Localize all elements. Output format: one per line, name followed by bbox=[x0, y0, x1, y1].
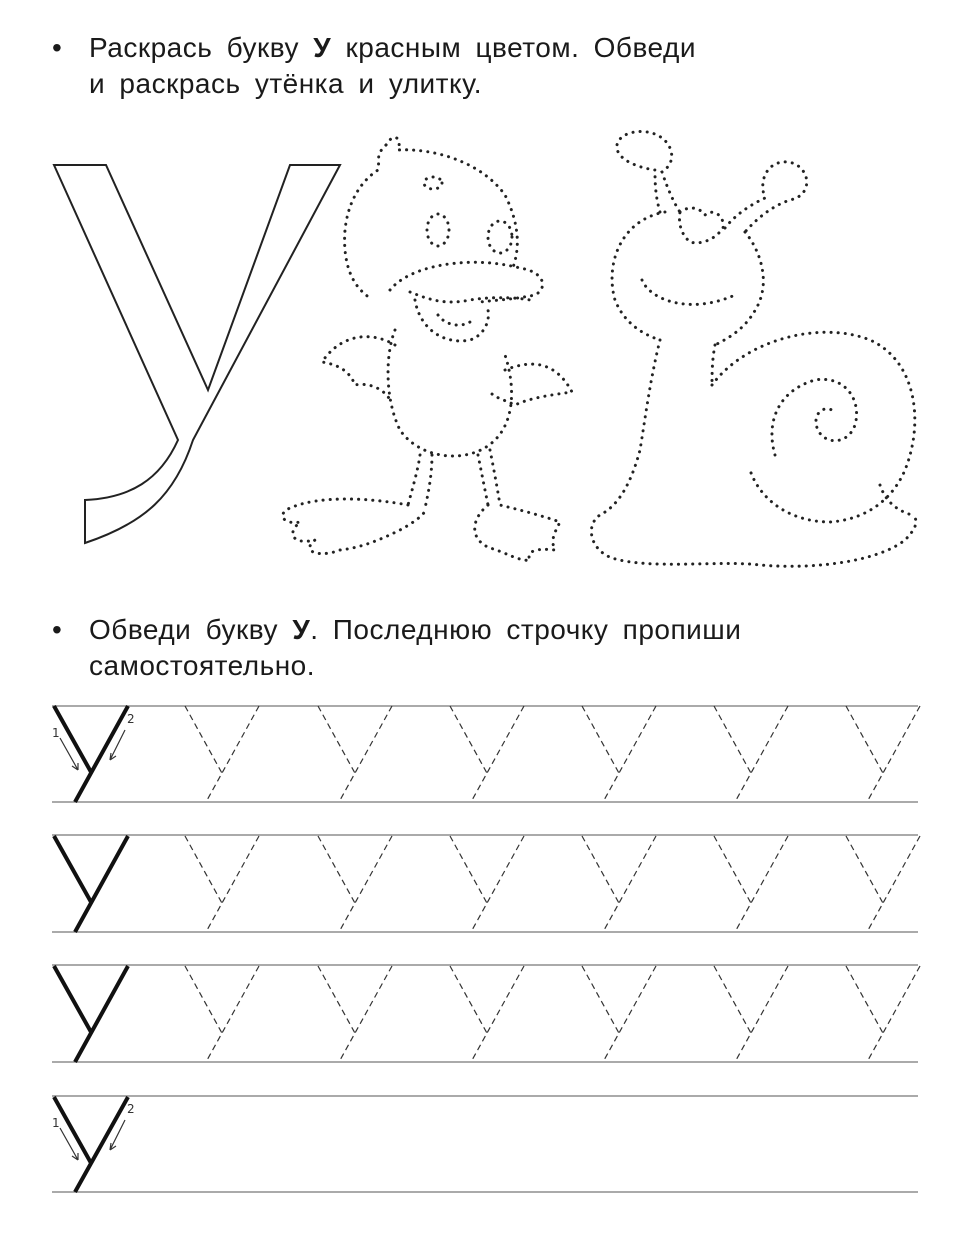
stroke-number-1: 1 bbox=[52, 1116, 60, 1130]
dashed-letter-u[interactable] bbox=[450, 836, 524, 932]
dashed-letter-u[interactable] bbox=[582, 836, 656, 932]
dashed-letter-u[interactable] bbox=[185, 966, 259, 1062]
dashed-letter-u[interactable] bbox=[846, 836, 920, 932]
stroke-number-2: 2 bbox=[127, 712, 135, 726]
instruction-tracing-line-2: самостоятельно. bbox=[89, 650, 316, 681]
sample-letters bbox=[54, 706, 128, 1192]
bullet: • bbox=[52, 32, 63, 63]
tracing-area bbox=[52, 706, 920, 1192]
dashed-letter-u[interactable] bbox=[714, 966, 788, 1062]
stroke-number-1: 1 bbox=[52, 726, 60, 740]
dashed-letter-u[interactable] bbox=[450, 706, 524, 802]
dashed-letter-u[interactable] bbox=[318, 966, 392, 1062]
snail-dotted-outline[interactable] bbox=[591, 132, 916, 567]
guide-lines bbox=[52, 706, 918, 1192]
dashed-letter-u[interactable] bbox=[450, 966, 524, 1062]
stroke-number-2: 2 bbox=[127, 1102, 135, 1116]
dashed-letter-u[interactable] bbox=[582, 706, 656, 802]
instruction-tracing-line-1: Обведи букву У. Последнюю строчку пропиши bbox=[89, 614, 742, 645]
dashed-letter-u[interactable] bbox=[846, 966, 920, 1062]
dashed-letter-u[interactable] bbox=[185, 706, 259, 802]
dashed-letter-u[interactable] bbox=[582, 966, 656, 1062]
letter-u-outline[interactable] bbox=[54, 165, 340, 543]
dashed-letters bbox=[185, 706, 920, 1062]
duckling-dotted-outline[interactable] bbox=[283, 137, 572, 560]
highlight-letter: У bbox=[313, 32, 332, 63]
instruction-coloring-line-1: Раскрась букву У красным цветом. Обведи bbox=[89, 32, 696, 63]
dashed-letter-u[interactable] bbox=[318, 706, 392, 802]
instruction-coloring-line-2: и раскрась утёнка и улитку. bbox=[89, 68, 483, 99]
dashed-letter-u[interactable] bbox=[185, 836, 259, 932]
dashed-letter-u[interactable] bbox=[318, 836, 392, 932]
bullet: • bbox=[52, 614, 63, 645]
dashed-letter-u[interactable] bbox=[714, 706, 788, 802]
dashed-letter-u[interactable] bbox=[846, 706, 920, 802]
dashed-letter-u[interactable] bbox=[714, 836, 788, 932]
highlight-letter: У bbox=[292, 614, 311, 645]
